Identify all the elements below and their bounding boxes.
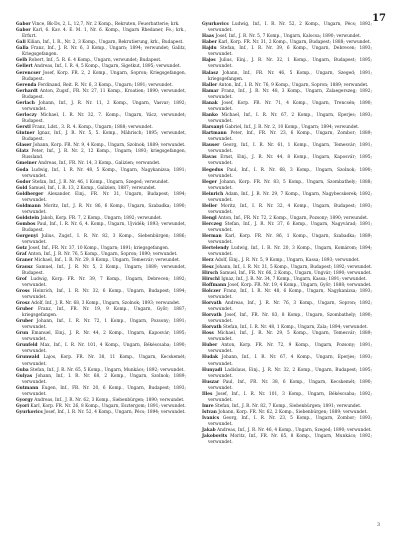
entry-name: Harsanyi	[202, 125, 224, 131]
list-entry	[202, 204, 372, 216]
entry-text: Josef, Korp. FR. 2, 2 Komp., Ungarn, Sopron; Kriegsgefangen, Budapest.	[22, 70, 186, 82]
list-entry	[16, 289, 186, 301]
entry-text: Franz, Inf., J. R. Nr. 6, 3 Komp., Ungarn; 1894; verwundet; Galitz, Kriegsgefangen.	[22, 46, 186, 58]
list-entry	[16, 343, 186, 355]
entry-name: Graner	[16, 258, 33, 264]
entry-name: Hoffmann	[202, 282, 227, 288]
entry-name: Gerhardt	[16, 88, 38, 94]
entry-text: Karl, 6. Kav. 4. E. M. 1, Nr. 6. Komp., Ungarn Rhedaner, Fe.; krk., Erfurt.	[22, 28, 186, 40]
entry-text: Samuel, Inf., I. R. 13, 2 Komp., Galizien, 1887; verwundet.	[28, 185, 157, 191]
entry-text: Anton, Korp. FR. Nr. 72, 9 Komp., Ungarn, Pozsony; 1891; verwundet.	[208, 343, 372, 355]
entry-text: Franz, Inf., FR. Nr. 19, 9 Komp., Ungarn, Győr; 1887; kriegsgefangen.	[22, 306, 186, 318]
entry-name: Gorgenyi	[16, 234, 38, 240]
entry-text: Karl, Korp. FR. Nr. 86, 1 Komp., Ungarn, Szabadka; 1889; verwundet.	[208, 234, 372, 246]
entry-name: Gabor	[16, 22, 31, 27]
entry-name: Gotz	[16, 246, 28, 252]
list-entry	[16, 307, 186, 319]
entry-text: Max, Inf., I. R. Nr. 101, 4 Komp., Ungarn, Békéscsaba; 1890; verwundet.	[22, 343, 186, 355]
list-entry	[202, 313, 372, 325]
entry-text: Franz, Inf., J. R. Nr. 48, 3 Komp., Ungarn, Zalaegerszeg; 1892; verwundet.	[208, 88, 372, 100]
list-entry	[202, 343, 372, 355]
entry-text: Stefan, Inf., I. R. Nr. 48, 1 Komp., Ungarn, Zala; 1894; verwundet.	[223, 325, 368, 331]
list-entry	[16, 28, 186, 40]
entry-name: Grosz	[16, 300, 30, 306]
entry-name: Guba	[16, 367, 29, 373]
list-entry	[202, 22, 372, 34]
entry-text: Adolf, Inf., J. R. Nr. 68, 3 Komp., Ungarn, Szolnok; 1893; verwundet.	[31, 300, 181, 306]
entry-text: Paul, Inf., FR. Nr. 38, 6 Komp., Ungarn, Kecskemét; 1890; verwundet.	[208, 379, 372, 391]
entry-name: Goldberger	[16, 191, 44, 197]
list-entry	[202, 222, 372, 234]
entry-text: Paul, Inf., I. R. Nr. 6, 4. Komp., Ungarn, Ujvidék; 1893; verwundet, Budapest.	[22, 222, 186, 234]
entry-text: Ludwig, Inf., I. R. Nr. 48, 5 Komp., Ungarn, Nagykanizsa; 1891; verwundet.	[22, 167, 186, 179]
entry-text: Adolf, Einj., J. R. Nr. 5, 9 Komp., Ungarn, Kassa; 1893; verwundet.	[214, 258, 360, 264]
entry-name: Gerenda	[16, 82, 37, 88]
entry-name: Jakobovits	[202, 434, 228, 440]
entry-text: Andreas, Inf., FR. Nr. 14, 3 Komp., Galizien; verwundet.	[38, 161, 161, 167]
entry-name: Holczer	[202, 288, 221, 294]
entry-name: Istvan	[202, 410, 217, 415]
entry-name: Herczeg	[202, 222, 222, 228]
entry-name: Grunwald	[16, 355, 40, 361]
entry-text: Samuel, Inf., J. R. Nr. 5, 2 Komp., Ungarn; 1889; verwundet, Budapest.	[22, 264, 186, 276]
entry-name: Gellert	[16, 64, 33, 70]
entry-name: Hengl	[202, 216, 217, 221]
list-entry	[16, 319, 186, 331]
entry-text: Peter, Inf., J. R. Nr. 2, 12 Komp., Ungarn; 1893; kriegsgefangen, Russland.	[22, 149, 186, 161]
entry-text: Anton, Inf., FR. Nr. 72, 2 Komp., Ungarn, Pozsony; 1890; verwundet.	[218, 216, 369, 221]
entry-name: Herman	[202, 234, 222, 240]
entry-text: Ignaz, Inf., J. R. Nr. 5, 5. Komp., Mährisch; 1895; verwundet, Budapest.	[22, 131, 186, 143]
list-entry	[202, 71, 372, 83]
entry-text: Stefan, Inf., I. R. Nr. 39, 6 Komp., Ungarn, Debrecen; 1893; verwundet.	[208, 46, 372, 58]
entry-name: Haber	[202, 40, 217, 46]
entry-name: Hesz	[202, 264, 214, 270]
list-entry	[16, 277, 186, 289]
list-entry	[16, 331, 186, 343]
list-entry	[202, 113, 372, 125]
entry-name: Gruber	[16, 319, 34, 325]
entry-name: Haller	[202, 82, 218, 88]
entry-name: Heger	[202, 179, 217, 185]
entry-name: Gmeiner	[16, 161, 37, 167]
entry-name: Hertelendy	[202, 246, 229, 252]
entry-name: Hartmann	[202, 131, 227, 137]
entry-name: Grausz	[16, 264, 33, 270]
entry-text: Karl, Korp. FR. Nr. 31, 2 Komp., Ungarn, Budapest; 1888; verwundet.	[218, 40, 371, 46]
entry-name: Hegedus	[202, 167, 224, 173]
entry-name: Illes	[202, 391, 213, 397]
entry-text: Ernst, Einj., J. R. Nr. 44, 8 Komp., Ungarn, Kaposvár; 1895; verwundet.	[208, 155, 372, 167]
entry-text: Anton, Zugsf., FR. Nr. 27, 11 Komp., Kroatien; 1890; verwundet, Budapest.	[22, 88, 186, 100]
entry-name: Hajos	[202, 58, 216, 64]
entry-text: Johann, Inf., FR. Nr. 46, 5 Komp., Ungarn, Szeged; 1891; kriegsgefangen.	[208, 70, 372, 82]
list-entry	[16, 222, 186, 234]
entry-name: Hoss	[202, 331, 214, 337]
entry-text: Michael, Inf., I. R. Nr. 67, 2 Komp., Ungarn, Eperjes; 1893; verwundet.	[208, 112, 372, 124]
list-entry	[16, 265, 186, 277]
entry-text: Samuel, Inf., FR. Nr. 66, 2 Komp., Ungarn, Ungvár; 1890; verwundet.	[219, 270, 372, 276]
entry-text: Johann, Korp. FR. Nr. 9, 4 Komp., Ungarn, Szolnok; 1889; verwundet.	[32, 143, 186, 149]
entry-text: Alexander, Einj., FR. Nr. 31, Ungarn, Budapest; 1894; verwundet.	[22, 191, 186, 203]
list-entry	[202, 58, 372, 70]
entry-text: Andreas, Inf., J. R. Nr. 46, 4 Komp., Ungarn, Szeged; 1890; verwundet.	[217, 428, 372, 434]
entry-name: Hamar	[202, 88, 219, 94]
entry-text: Michael, I. R. Nr. 32, 7. Komp., Ungarn, Vácz, verwundet; Budapest.	[22, 112, 186, 124]
list-entry	[202, 355, 372, 367]
entry-name: Goldstein	[16, 216, 40, 221]
entry-text: Lajos, Korp. FR. Nr. 38, 11 Komp., Ungarn, Kecskemét; verwundet.	[22, 355, 186, 367]
entry-name: Hirschl	[202, 276, 220, 282]
entry-text: Johann, Inf., I. R. Nr. 72, 1 Komp., Ungarn, Pozsony; 1891; verwundet.	[22, 319, 186, 331]
list-entry	[202, 246, 372, 258]
entry-name: Graf	[16, 252, 27, 258]
entry-name: Hudak	[202, 355, 218, 361]
entry-text: Johann, Inf., I. R. Nr. 68, 2 Komp., Ungarn, Szolnok; 1889; verwundet.	[22, 373, 186, 385]
entry-name: Horvath	[202, 325, 222, 331]
list-entry	[202, 416, 372, 428]
entry-text: Paul, Inf., I. R. Nr. 68, 3 Komp., Ungarn, Szolnok; 1890; verwundet.	[208, 167, 372, 179]
entry-text: Josef, Inf., I. R. Nr. 101, 3 Komp., Ungarn, Békéscsaba; 1892; verwundet.	[208, 391, 372, 403]
entry-text: Ladislaus, Einj., J. R. Nr. 32, 2 Komp., Ungarn, Budapest; 1895; verwundet.	[208, 367, 372, 379]
entry-text: Ferdinand, Reit. R. Nr. 6, 3 Komp., Ungarn; 1891; verwundet.	[37, 82, 173, 88]
entry-name: Hunyadi	[202, 367, 223, 373]
entry-name: Haas	[202, 34, 215, 40]
entry-text: Heinrich, Inf., I. R. Nr. 32, 6 Komp., Ungarn, Budapest; 1894; verwundet.	[22, 288, 186, 300]
list-entry	[16, 71, 186, 83]
list-entry	[16, 168, 186, 180]
list-entry	[202, 392, 372, 404]
list-entry	[16, 355, 186, 367]
entry-name: Hanko	[202, 112, 218, 118]
footer-mark: 3	[377, 523, 380, 528]
list-entry	[202, 368, 372, 380]
entry-text: Michael, Inf., J. R. Nr. 29, 5 Komp., Ungarn, Temesvár; 1889; verwundet.	[208, 331, 372, 343]
entry-text: Moritz, Inf., J. R. Nr. 86, 6 Komp., Ungarn, Szabadka; 1890; verwundet.	[22, 203, 186, 215]
entry-text: Stefan, Inf., J. R. Nr. 82, 7 Komp., Siebenbürgen; 1891; verwundet.	[215, 403, 362, 409]
entry-text: Josef, Inf., FR. Nr. 83, 8 Komp., Ungarn, Szombathely; 1890; verwundet.	[208, 313, 372, 325]
entry-text: Moritz, Inf., I. R. Nr. 32, 4 Komp., Ungarn, Budapest; 1893; verwundet.	[208, 203, 372, 215]
entry-text: Andreas, Inf., I. R. 4, 5 Komp., Ungarn, Sigetkut, 1895; verwundet.	[34, 64, 181, 70]
entry-text: Ignaz, Inf., J. R. Nr. 34, 7 Komp., Ungarn, Kassa; 1891; verwundet.	[221, 276, 367, 282]
entry-name: Gali	[16, 40, 26, 46]
entry-name: Hanak	[202, 100, 218, 106]
entry-name: Grof	[16, 276, 27, 282]
list-entry	[16, 204, 186, 216]
list-entry	[202, 143, 372, 155]
entry-text: Julius, Einj., J. R. Nr. 32, 1 Komp., Ungarn, Budapest; 1895; verwundet.	[208, 58, 372, 70]
entry-name: Hajdu	[202, 46, 217, 52]
entry-text: Franz, Inf., I. R. Nr. 48, 6 Komp., Ungarn, Nagykanizsa; 1893; verwundet.	[208, 288, 372, 300]
entry-name: Gyorgy	[16, 397, 33, 403]
list-entry	[16, 386, 186, 398]
entry-name: Hirsch	[202, 270, 219, 276]
entry-text: Georg, Inf., I. R. Nr. 23, 5 Komp., Ungarn, Zombor; 1893; verwundet.	[208, 416, 372, 428]
list-entry	[16, 234, 186, 246]
entry-text: Georg, Inf., I. R. Nr. 61, 1 Komp., Ungarn, Temesvár; 1891; verwundet.	[208, 143, 372, 155]
entry-text: Moritz, Inf., FR. Nr. 65, 8 Komp., Ungarn, Munkács; 1892; verwundet.	[208, 434, 372, 446]
entry-text: Johann, Inf., J. R. Nr. 11, 2 Komp., Ungarn, Vasvar; 1892; verwundet.	[22, 100, 186, 112]
entry-name: Godor	[16, 179, 31, 185]
entry-name: Galla	[16, 46, 29, 52]
entry-name: Gross	[16, 288, 30, 294]
entry-text: Johann, Inf., I. R. Nr. 67, 4 Komp., Ungarn, Eperjes; 1893; verwundet.	[208, 355, 372, 367]
list-entry	[202, 101, 372, 113]
entry-text: Eugen, Inf., FR. Nr. 20, 6 Komp., Ungarn, Budapest; 1893; verwundet.	[22, 385, 186, 397]
entry-name: Gruber	[16, 306, 34, 312]
entry-name: Gyurkovics	[202, 22, 229, 27]
entry-name: Gombos	[16, 222, 36, 228]
entry-text: Julius, Zugsf., I. R. Nr. 82, 3 Komp., Siebenbürgen; 1886; verwundet.	[22, 234, 186, 246]
list-entry	[16, 131, 186, 143]
entry-name: Huber	[202, 343, 218, 349]
entry-name: Gyurkovics	[16, 410, 43, 415]
entry-name: Gulyas	[16, 373, 33, 379]
list-entry	[202, 180, 372, 192]
list-entry	[202, 192, 372, 204]
entry-name: Goldmann	[16, 203, 41, 209]
entry-text: Josef, Inf., J. R. Nr. 5, 7 Komp., Ungarn, Kalocsa; 1890; verwundet.	[215, 34, 362, 40]
entry-text: Peter, Inf., FR. Nr. 23, 6 Komp., Ungarn, Zombor; 1889; verwundet.	[208, 131, 372, 143]
entry-text: Gabriel, Inf., J. R. Nr. 2, 10 Komp., Ungarn; 1894; verwundet.	[225, 125, 360, 131]
list-entry	[16, 149, 186, 161]
entry-name: Glaser	[16, 143, 32, 149]
list-entry	[202, 155, 372, 167]
list-entry	[202, 289, 372, 301]
entry-name: Heinrich	[202, 191, 224, 197]
list-entry	[202, 131, 372, 143]
list-entry	[202, 89, 372, 101]
entry-name: Gerlach	[16, 100, 35, 106]
entry-text: Ludwig, Inf., I. R. Nr. 52, 2 Komp., Ungarn, Pécs; 1892; verwundet.	[208, 22, 372, 34]
entry-name: Havas	[202, 155, 217, 161]
entry-text: Josef, Inf., I. R. Nr. 52, 4 Komp., Ungarn, Pécs; 1894; verwundet.	[44, 410, 186, 415]
entry-text: Stefan, Inf., J. R. Nr. 46, 1 Komp., Ungarn, Szeged; verwundet.	[32, 179, 170, 185]
list-entry	[16, 113, 186, 125]
entry-text: Franz, Ldst., 3. R. 4. Komp., Ungarn; 1888; verwundet.	[32, 125, 153, 131]
list-entry	[202, 380, 372, 392]
entry-name: Gintner	[16, 131, 35, 137]
list-entry	[16, 101, 186, 113]
list-entry	[16, 89, 186, 101]
list-entry	[16, 374, 186, 386]
entry-name: Herz	[202, 258, 214, 264]
entry-text: Adam, Inf., J. R. Nr. 29, 7 Komp., Ungarn, Nagybecskerek; 1892; verwundet.	[208, 191, 372, 203]
entry-name: Glatz	[16, 149, 29, 155]
entry-text: Kilian, Inf., I. R., Nr. 2, 3 Komp., Ungarn, Rekrutierung, krk., Budapest.	[27, 40, 184, 46]
entry-text: Johann, Inf., I. R. Nr. 31, 5 Komp., Ungarn, Budapest; 1892; verwundet.	[215, 264, 372, 270]
entry-text: Anton, Inf., J. R. Nr. 76, 5 Komp., Ungarn, Sopron; 1890; verwundet.	[28, 252, 178, 258]
entry-name: Gabor	[16, 28, 31, 34]
entry-name: Gyori	[16, 403, 29, 409]
entry-name: Grunfeld	[16, 343, 38, 349]
list-entry	[16, 46, 186, 58]
list-entry	[16, 410, 186, 416]
list-entry	[202, 301, 372, 313]
entry-name: Gold	[16, 185, 28, 191]
entry-text: Karl, Korp. FR. Nr. 26, 8 Komp., Ungarn, Esztergom; 1891; verwundet.	[30, 403, 186, 409]
entry-text: Michael, Inf., I. R. Nr. 29, 8 Komp., Ungarn, Temesvár; verwundet.	[34, 258, 181, 264]
entry-name: Imre	[202, 403, 214, 409]
entry-name: Horvath	[202, 300, 222, 306]
entry-text: Andreas, Inf., J. R. Nr. 76, 3 Komp., Ungarn, Sopron; 1892; verwundet.	[208, 300, 372, 312]
list-entry	[202, 234, 372, 246]
entry-text: Stefan, Inf., J. R. Nr. 65, 5 Komp., Ungarn, Munkács; 1892; verwundet.	[30, 367, 185, 373]
entry-name: Gerloczy	[16, 112, 37, 118]
page-number: 17	[372, 13, 386, 24]
entry-text: Vince, Bk-Ds, 2, L, 12,7, Nr. 2 Komp., Rekruten, Feuerbatterie; krk.	[32, 22, 180, 27]
entry-text: Ludwig, Inf., I. R. Nr. 20, 3 Komp., Ungarn, Komárom; 1894; verwundet.	[208, 246, 372, 258]
entry-text: Johann, Korp. FR. Nr. 62, 2 Komp., Siebenbürgen; 1889; verwundet.	[218, 410, 368, 415]
list-entry	[202, 331, 372, 343]
list-entry	[202, 434, 372, 446]
list-entry	[16, 192, 186, 204]
entry-name: Grun	[16, 331, 29, 337]
entry-text: Andreas, Inf., J. R. Nr. 62, 3 Komp., Siebenbürgen; 1890; verwundet.	[34, 397, 185, 403]
entry-text: Josef, Korp. FR. Nr. 71, 4 Komp., Ungarn, Trencsén; 1890; verwundet.	[208, 100, 372, 112]
list-entry	[202, 46, 372, 58]
entry-text: Josef, Inf., FR. Nr. 37, 10 Komp., Ungarn; 1891; kriegsgefangen.	[28, 246, 170, 252]
entry-name: Jakab	[202, 428, 216, 434]
entry-name: Hauser	[202, 143, 220, 149]
entry-text: Johann, Korp. FR. Nr. 83, 5 Komp., Ungarn, Szombathely; 1888; verwundet.	[208, 179, 372, 191]
list-entry	[202, 168, 372, 180]
entry-name: Gelb	[16, 58, 28, 64]
left-column	[16, 22, 186, 416]
entry-name: Horvath	[202, 313, 222, 318]
entry-name: Ivanics	[202, 416, 220, 422]
entry-text: Josef, Korp. FR. Nr. 19, 4 Komp., Ungarn, Győr; 1888; verwundet.	[227, 282, 372, 288]
entry-name: Heller	[202, 203, 218, 209]
entry-name: Huszar	[202, 379, 220, 385]
entry-text: Emanuel, Einj., J. R. Nr. 44, 2 Komp., Ungarn, Kaposvár; 1895; verwundet.	[22, 331, 186, 343]
entry-name: Gerstl	[16, 125, 31, 131]
entry-text: Ludwig, Korp. FR. Nr. 39, 7 Komp., Ungarn, Debrecen; 1892; verwundet.	[22, 276, 186, 288]
entry-name: Gutmann	[16, 385, 39, 391]
entry-text: Jakob, Korp. FR. 7, 2 Komp., Ungarn; 1892; verwundet.	[40, 216, 163, 221]
entry-name: Halasz	[202, 70, 219, 76]
entry-name: Goda	[16, 167, 29, 173]
entry-text: Stefan, Inf., J. R. Nr. 37, 6 Komp., Ungarn, Nagyvárad; 1891; verwundet.	[208, 222, 372, 234]
entry-text: Anton, Inf., I. R. Nr. 76, 9 Komp., Ungarn, Sopron; 1889; verwundet.	[218, 82, 369, 88]
entry-name: Gerencser	[16, 70, 41, 76]
right-column	[202, 22, 372, 446]
entry-text: Robert, Inf., 5. R. 6. 4 Komp., Ungarn, verwundet; Budapest.	[28, 58, 162, 64]
